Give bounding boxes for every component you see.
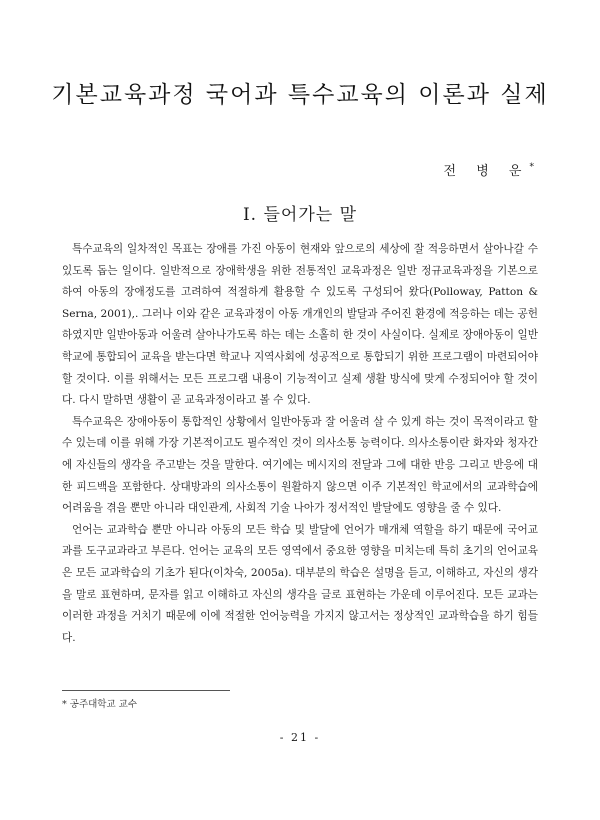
paragraph-2: 특수교육은 장애아동이 통합적인 상황에서 일반아동과 잘 어울려 살 수 있게 하는 것이 목적이라고 할 수 있는데 이를 위해 가장 기본적이고도 필수적인 것이 의사소통 능력이다. 의사소통이란 화자와 청자간에 자신들의 생각을 주고받는 것을 말한다. 여기에는 메시지의 전달과 그에 대한 반응 그리고 반응에 대한 피드백을 포함한다. 상대방과의 의사소통이 원활하지 않으면 이주 기본적인 학교에서의 교과학습에 어려움을 겪을 뿐만 아니라 대인관계, 사회적 기술 나아가 정서적인 발달에도 영향을 줄 수 있다. (62, 415, 538, 515)
page-number: - 21 - (279, 731, 321, 744)
author-name-text: 전 병 운 (443, 164, 530, 179)
paper-title: 기본교육과정 국어과 특수교육의 이론과 실제 (51, 82, 549, 108)
paragraph-3: 언어는 교과학습 뿐만 아니라 아동의 모든 학습 및 발달에 언어가 매개체 역할을 하기 때문에 국어교과를 도구교과라고 부른다. 언어는 교육의 모든 영역에서 중요한 영향을 미치는데 특히 초기의 언어교육은 모든 교과학습의 기초가 된다(이차숙, 2005a). 대부분의 학습은 설명을 듣고, 이해하고, 자신의 생각을 말로 표현하며, 문자를 읽고 이해하고 자신의 생각을 글로 표현하는 가운데 이루어진다. 모든 교과는 이러한 과정을 거치기 때문에 이에 적절한 언어능력을 가지지 않고서는 정상적인 교과학습을 하기 힘들다. (62, 523, 538, 644)
section-heading: Ⅰ. 들어가는 말 (242, 205, 358, 225)
paragraph-1: 특수교육의 일차적인 목표는 장애를 가진 아동이 현재와 앞으로의 세상에 잘 적응하면서 살아나갈 수 있도록 돕는 일이다. 일반적으로 장애학생을 위한 전통적인 교육과정은 일반 정규교육과정을 기본으로 하여 아동의 장애정도를 고려하여 적절하게 활용할 수 있도록 구성되어 왔다(Polloway, Patton & Serna, 2001),. 그러나 이와 같은 교육과정이 아동 개개인의 발달과 주어진 환경에 적응하는 데는 공헌하였지만 일반아동과 어울려 살아나가도록 하는 데는 소홀히 한 것이 사실이다. 실제로 장애아동이 일반학교에 통합되어 교육을 받는다면 학교나 지역사회에 성공적으로 통합되기 위한 프로그램이 마련되어야 할 것이다. 이를 위해서는 모든 프로그램 내용이 기능적이고 실제 생활 방식에 맞게 수정되어야 할 것이다. 다시 말하면 생활이 곧 교육과정이라고 볼 수 있다. (62, 243, 538, 407)
footnote: * 공주대학교 교수 (62, 699, 138, 710)
author-footnote-mark: * (529, 162, 534, 173)
body-text (62, 239, 538, 649)
author-name (444, 160, 534, 179)
footnote-divider (62, 690, 230, 691)
